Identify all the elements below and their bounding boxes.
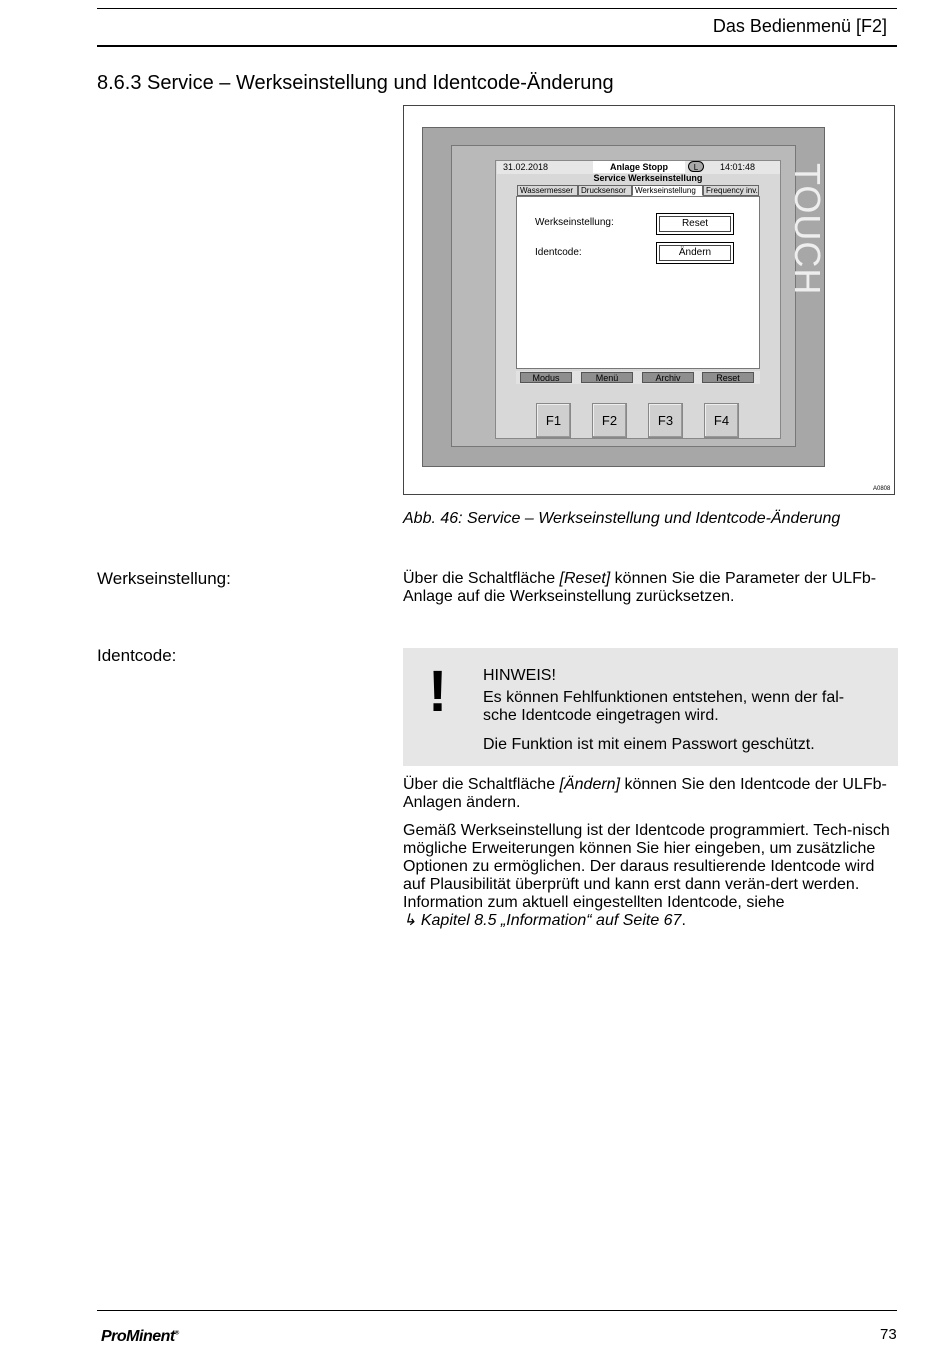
header-top-rule bbox=[97, 8, 897, 9]
running-header: Das Bedienmenü [F2] bbox=[712, 16, 887, 36]
function-key-f4[interactable]: F4 bbox=[704, 403, 739, 438]
identcode-label: Identcode: bbox=[535, 247, 582, 258]
registered-mark: ® bbox=[174, 1330, 179, 1337]
tab-wassermesser[interactable]: Wassermesser bbox=[517, 185, 578, 196]
section-heading: 8.6.3 Service – Werkseinstellung und Identcode-Änderung bbox=[97, 72, 614, 94]
reset-button[interactable] bbox=[656, 213, 734, 235]
text: Gemäß Werkseinstellung ist der Identcode programmiert. Tech-nisch mögliche Erweiterungen können Sie hier eingeben, um zusätzliche Optionen zu ermöglichen. Der daraus resultierende Identcode wird auf Plausibilität überprüft und kann erst dann verän-dert werden. Information zum aktuell eingestellten Identcode, siehe bbox=[403, 822, 890, 911]
figure-caption: Abb. 46: Service – Werkseinstellung und Identcode-Änderung bbox=[403, 510, 841, 527]
function-key-f1[interactable]: F1 bbox=[536, 403, 571, 438]
factory-setting-heading: Werkseinstellung: bbox=[97, 569, 231, 588]
text: Über die Schaltfläche bbox=[403, 570, 560, 587]
notice-text-password: Die Funktion ist mit einem Passwort geschützt. bbox=[483, 736, 815, 753]
reset-button-label: Reset bbox=[659, 216, 731, 232]
tab-drucksensor[interactable]: Drucksensor bbox=[578, 185, 632, 196]
text: . bbox=[681, 912, 686, 929]
status-indicator: L bbox=[688, 161, 704, 172]
softkey-archiv[interactable]: Archiv bbox=[642, 372, 694, 383]
reset-reference: [Reset] bbox=[559, 570, 611, 587]
change-identcode-button[interactable] bbox=[656, 242, 734, 264]
identcode-paragraph-1 bbox=[403, 776, 899, 812]
status-time: 14:01:48 bbox=[720, 162, 756, 172]
softkey-modus[interactable]: Modus bbox=[520, 372, 572, 383]
function-key-f2[interactable]: F2 bbox=[592, 403, 627, 438]
softkey-reset[interactable]: Reset bbox=[702, 372, 754, 383]
figure-id: A0808 bbox=[873, 486, 891, 492]
tab-werkseinstellung[interactable]: Werkseinstellung bbox=[632, 185, 703, 196]
change-reference: [Ändern] bbox=[559, 776, 621, 793]
identcode-paragraph-2 bbox=[403, 822, 899, 930]
footer-rule bbox=[97, 1310, 897, 1311]
logo-text: ProMinent bbox=[101, 1328, 175, 1345]
notice-text: Es können Fehlfunktionen entstehen, wenn der fal-sche Identcode eingetragen wird. bbox=[483, 689, 845, 724]
screen-title: Service Werkseinstellung bbox=[593, 173, 703, 183]
status-date: 31.02.2018 bbox=[503, 162, 549, 172]
chapter-link-text: Kapitel 8.5 „Information“ auf Seite 67 bbox=[420, 912, 682, 929]
page-number: 73 bbox=[880, 1326, 897, 1343]
notice-heading: HINWEIS! bbox=[483, 667, 556, 684]
text: können Sie den Identcode der ULFb-Anlagen ändern. bbox=[403, 776, 887, 811]
tab-frequency-inv[interactable]: Frequency inv. bbox=[703, 185, 759, 196]
chapter-link[interactable] bbox=[403, 912, 681, 929]
factory-setting-paragraph bbox=[403, 570, 899, 606]
softkey-menu[interactable]: Menü bbox=[581, 372, 633, 383]
text: Über die Schaltfläche bbox=[403, 776, 560, 793]
identcode-heading: Identcode: bbox=[97, 646, 177, 665]
change-button-label: Ändern bbox=[659, 245, 731, 261]
status-state: Anlage Stopp bbox=[593, 161, 685, 173]
prominent-logo bbox=[101, 1328, 179, 1346]
link-arrow-icon: ↳ bbox=[403, 912, 421, 929]
factory-setting-label: Werkseinstellung: bbox=[535, 217, 614, 228]
function-key-f3[interactable]: F3 bbox=[648, 403, 683, 438]
exclamation-icon: ! bbox=[428, 659, 448, 724]
touch-label: TOUCH bbox=[787, 163, 828, 296]
text: können Sie die Parameter der ULFb-Anlage auf die Werkseinstellung zurücksetzen. bbox=[403, 570, 877, 605]
header-bottom-rule bbox=[97, 45, 897, 47]
